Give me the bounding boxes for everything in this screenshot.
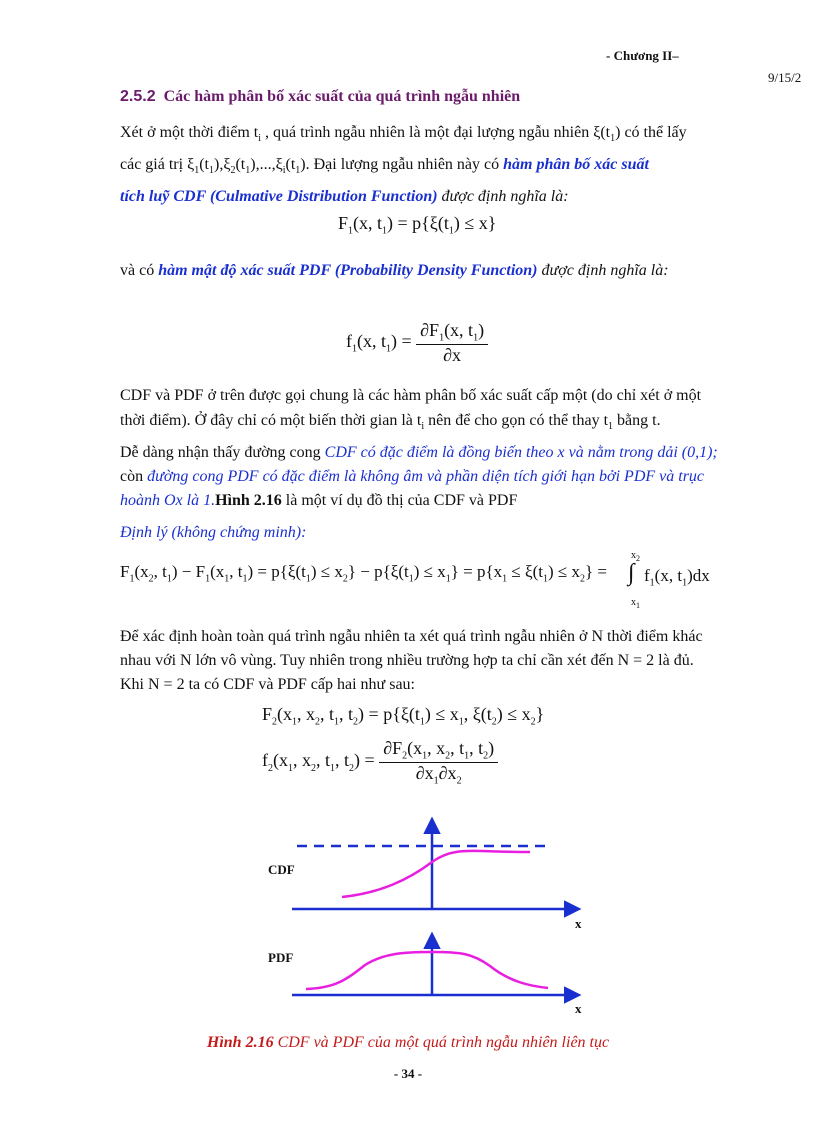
equation-pdf2: $f_2(x_1$, $x_2$, $t_1$, $t_2$) = $\frac{\partial F_2(x_1, x_2, t_1, t_2)}{\partial x_1\partial x_2}$ xyxy=(262,738,498,786)
para2: và có hàm mật độ xác suất PDF (Probability Density Function) được định nghĩa là: xyxy=(120,262,669,279)
theorem-label: Định lý (không chứng minh): xyxy=(120,524,307,541)
para1-line3: tích luỹ CDF (Culmative Distribution Function) được định nghĩa là: xyxy=(120,188,569,205)
chapter-header: - Chương II– xyxy=(606,48,679,63)
para1-line2: các giá trị $\xi_1(t_1),\xi_2(t_1),...,\xi_i(t_1)$. Đại lượng ngẫu nhiên này có hàm phân bố xác suất xyxy=(120,156,649,177)
para5-line3: Khi N = 2 ta có CDF và PDF cấp hai như sau: xyxy=(120,676,415,693)
pdf-curve xyxy=(306,952,548,989)
equation-pdf: $f_1(x$, $t_1$) = $\frac{\partial F_1(x, t_1)}{\partial x}$ xyxy=(346,320,488,366)
equation-theorem: $F_1(x_2$, $t_1) - F_1(x_1$, $t_1) = p\{\xi(t_1) \le x_2\} - p\{\xi(t_1) \le x_1\} = p\{x_1 \le \xi(t_1) \le x_2\}$ = xyxy=(120,562,607,585)
figure-caption: Hình 2.16 CDF và PDF của một quá trình ngẫu nhiên liên tục xyxy=(206,1034,610,1051)
section-number: 2.5.2 xyxy=(120,88,156,105)
equation-cdf2: $F_2(x_1$, $x_2$, $t_1$, $t_2) = p\{\xi(t_1) \le x_1$, $\xi(t_2) \le x_2$} xyxy=(262,704,545,728)
integral-sign: ∫ xyxy=(628,560,635,586)
page-date: 9/15/2 xyxy=(768,70,802,85)
para3-line1: CDF và PDF ở trên được gọi chung là các hàm phân bố xác suất cấp một (do chỉ xét ở một xyxy=(120,387,702,404)
page-number: - 34 - xyxy=(393,1066,423,1081)
integral-upper: $x_2$ xyxy=(631,550,640,563)
integral-body: $f_1(x$, $t_1)dx$ xyxy=(644,566,710,589)
para4-line3: hoành Ox là 1.Hình 2.16 là một ví dụ đồ thị của CDF và PDF xyxy=(120,492,518,509)
para4-line1: Dễ dàng nhận thấy đường cong CDF có đặc điểm là đồng biến theo x và nằm trong dải (0,1); xyxy=(120,444,718,461)
para1-line1: Xét ở một thời điểm $t_i$ , quá trình ngẫu nhiên là một đại lượng ngẫu nhiên $\xi(t_1)$ có thể lấy xyxy=(120,124,687,145)
pdf-x-label: x xyxy=(575,1001,582,1016)
para5-line1: Để xác định hoàn toàn quá trình ngẫu nhiên ta xét quá trình ngẫu nhiên ở N thời điểm khác xyxy=(120,628,703,645)
cdf-curve xyxy=(342,851,530,897)
integral-lower: $x_1$ xyxy=(631,597,640,610)
cdf-x-label: x xyxy=(575,916,582,931)
section-title: Các hàm phân bố xác suất của quá trình ngẫu nhiên xyxy=(163,88,521,105)
para5-line2: nhau với N lớn vô vùng. Tuy nhiên trong nhiều trường hợp ta chỉ cần xét đến N = 2 là đủ. xyxy=(120,652,694,669)
para4-line2: còn đường cong PDF có đặc điểm là không âm và phần diện tích giới hạn bởi PDF và trục xyxy=(120,468,705,485)
pdf-label: PDF xyxy=(268,950,294,965)
para3-line2: thời điểm). Ở đây chỉ có một biến thời gian là $t_i$ nên để cho gọn có thể thay $t_1$ bằng t. xyxy=(120,412,661,433)
cdf-label: CDF xyxy=(268,862,295,877)
equation-cdf: $F_1(x$, $t_1) = p\{\xi(t_1) \le x\}$ xyxy=(338,213,497,237)
